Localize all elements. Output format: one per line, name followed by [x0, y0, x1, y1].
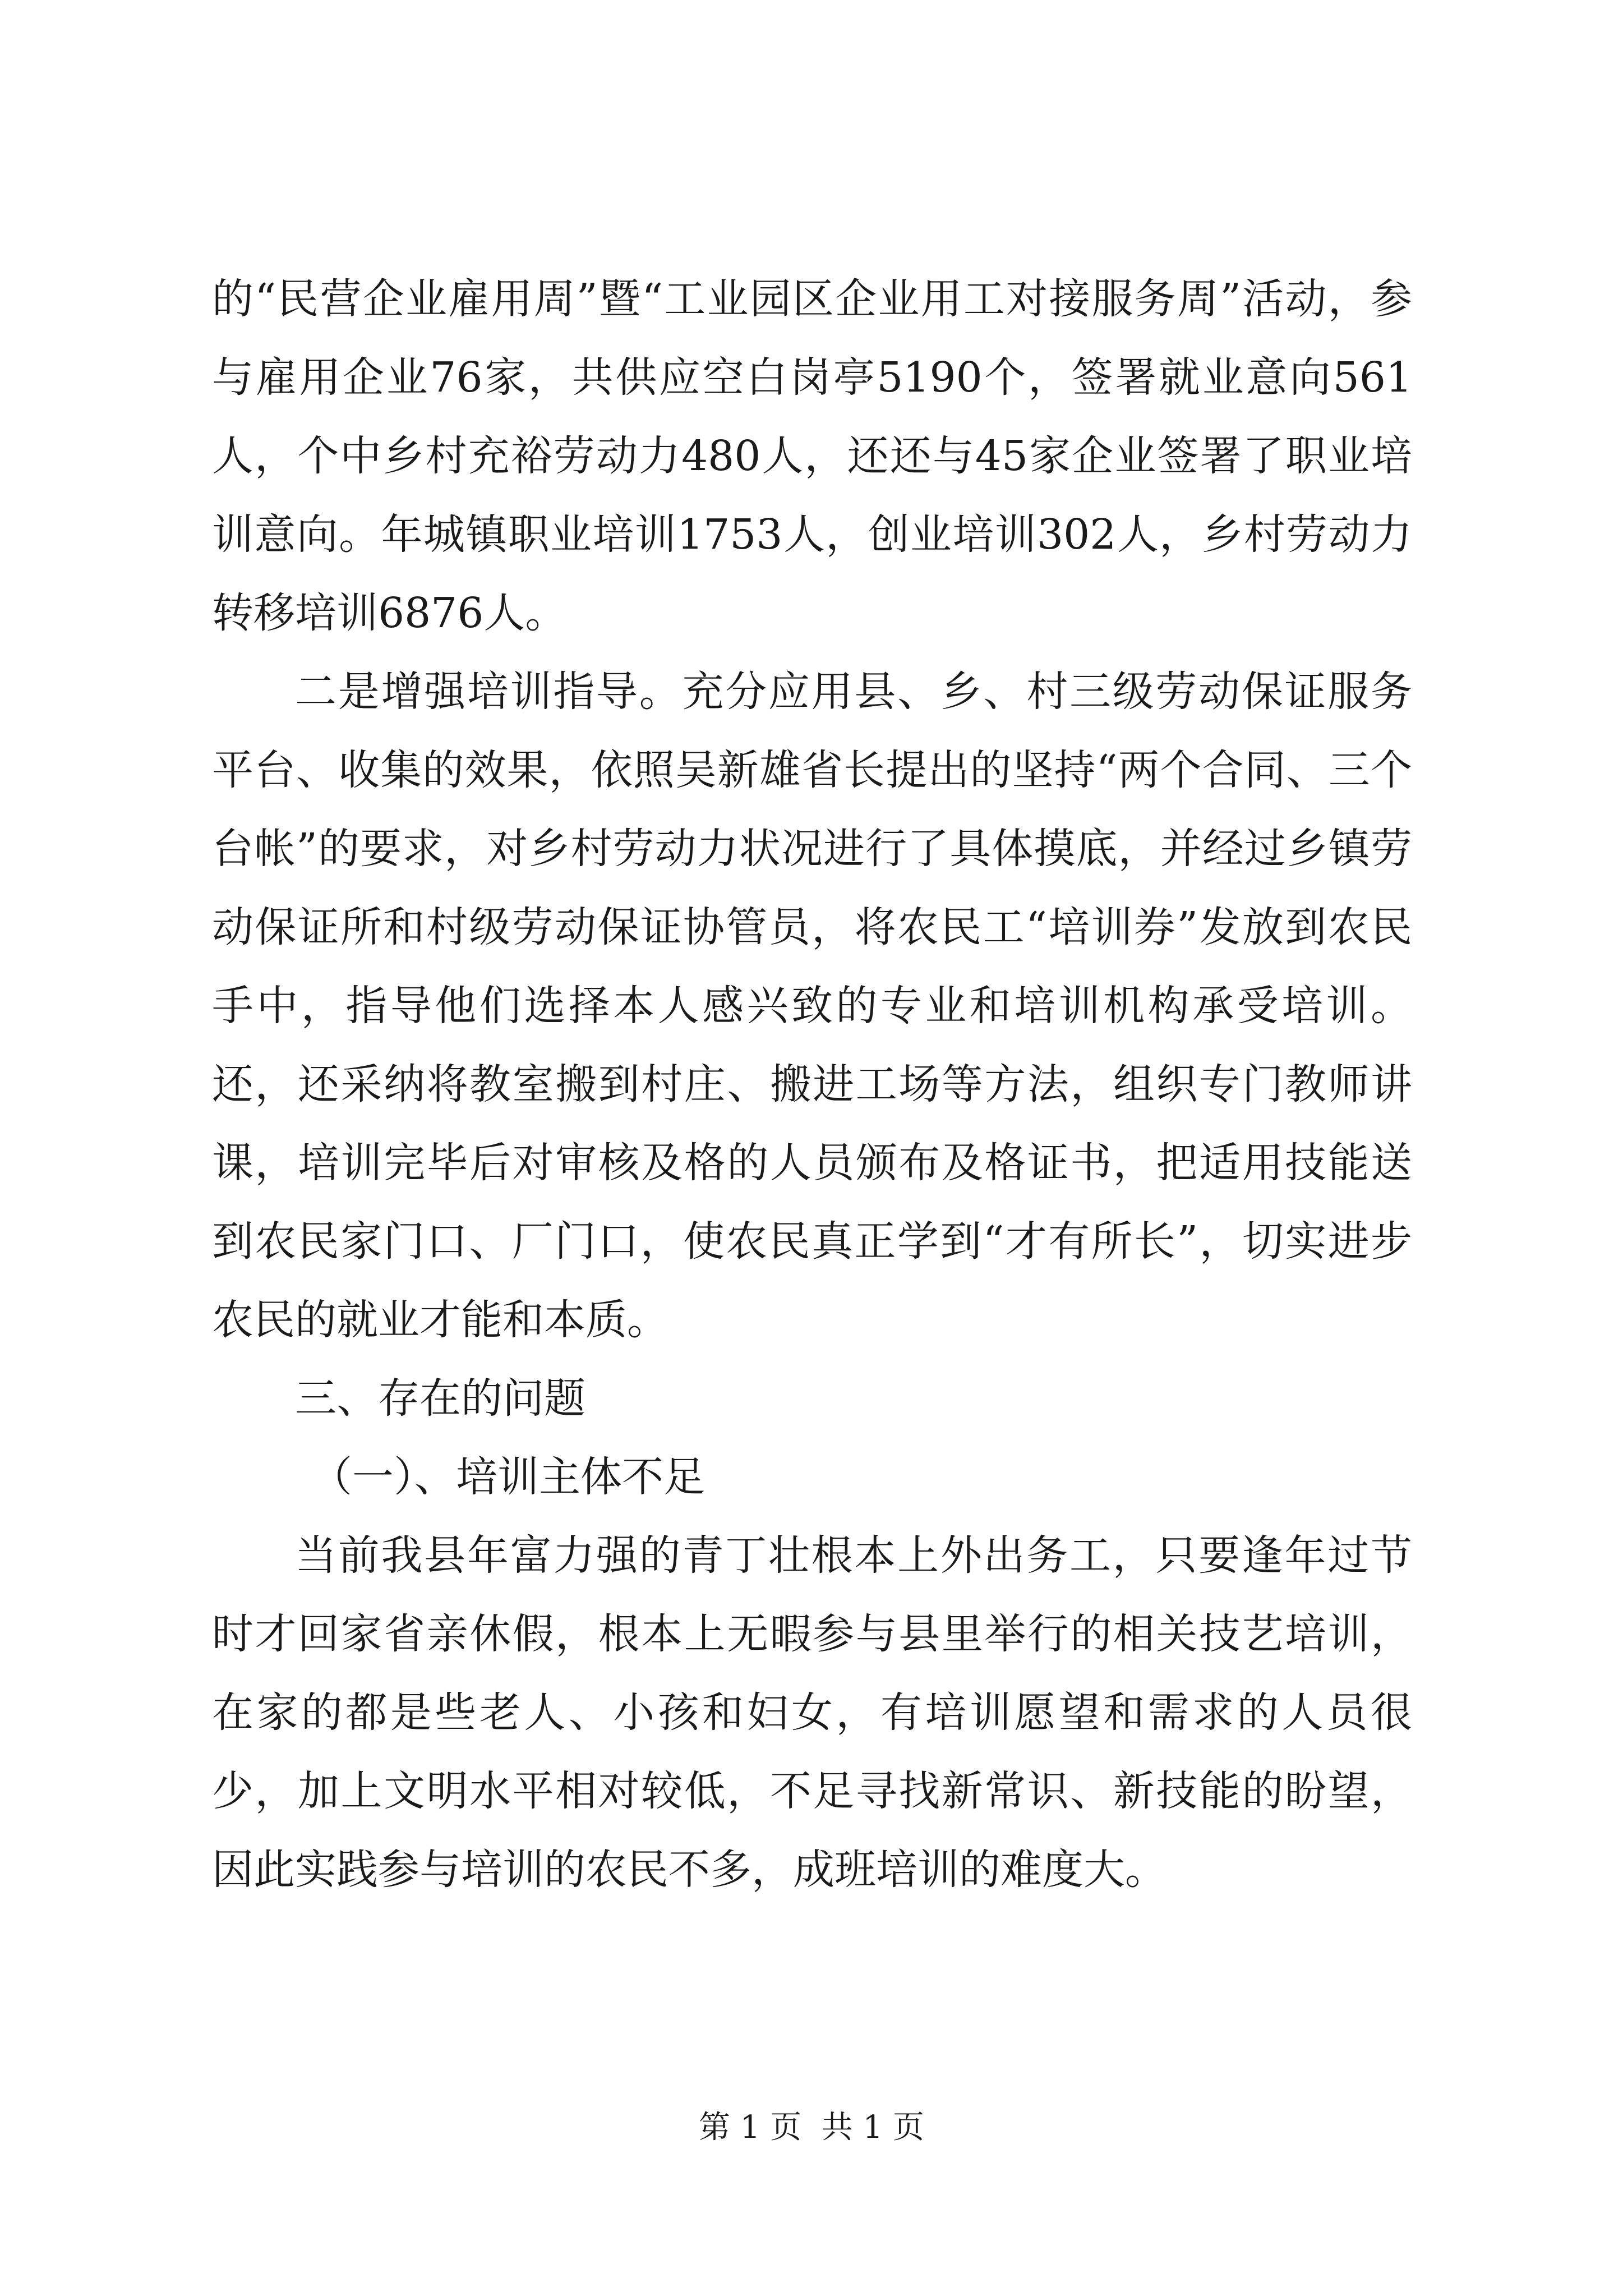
document-body [212, 260, 1412, 1909]
subsection-heading-insufficient-trainees: （一）、培训主体不足 [311, 1453, 705, 1501]
paragraph-training-guidance: 二是增强培训指导。充分应用县、乡、村三级劳动保证服务平台、收集的效果，依照吴新雄省长提出的坚持“两个合同、三个台帐”的要求，对乡村劳动力状况进行了具体摸底，并经过乡镇劳动保证所和村级劳动保证协管员，将农民工“培训券”发放到农民手中，指导他们选择本人感兴致的专业和培训机构承受培训。还，还采纳将教室搬到村庄、搬进工场等方法，组织专门教师讲课，培训完毕后对审核及格的人员颁布及格证书，把适用技能送到农民家门口、厂门口，使农民真正学到“才有所长”，切实进步农民的就业才能和本质。 [212, 668, 1412, 1344]
section-heading-problems: 三、存在的问题 [295, 1374, 585, 1423]
paragraph-continuation: 的“民营企业雇用周”暨“工业园区企业用工对接服务周”活动，参与雇用企业76家，共供应空白岗亭5190个，签署就业意向561人，个中乡村充裕劳动力480人，还还与45家企业签署了职业培训意向。年城镇职业培训1753人，创业培训302人，乡村劳动力转移培训6876人。 [212, 275, 1412, 637]
page-number-footer: 第 1 页 共 1 页 [698, 2109, 925, 2146]
paragraph-insufficient-trainees: 当前我县年富力强的青丁壮根本上外出务工，只要逢年过节时才回家省亲休假，根本上无暇参与县里举行的相关技艺培训，在家的都是些老人、小孩和妇女，有培训愿望和需求的人员很少，加上文明水平相对较低，不足寻找新常识、新技能的盼望，因此实践参与培训的农民不多，成班培训的难度大。 [212, 1531, 1412, 1894]
